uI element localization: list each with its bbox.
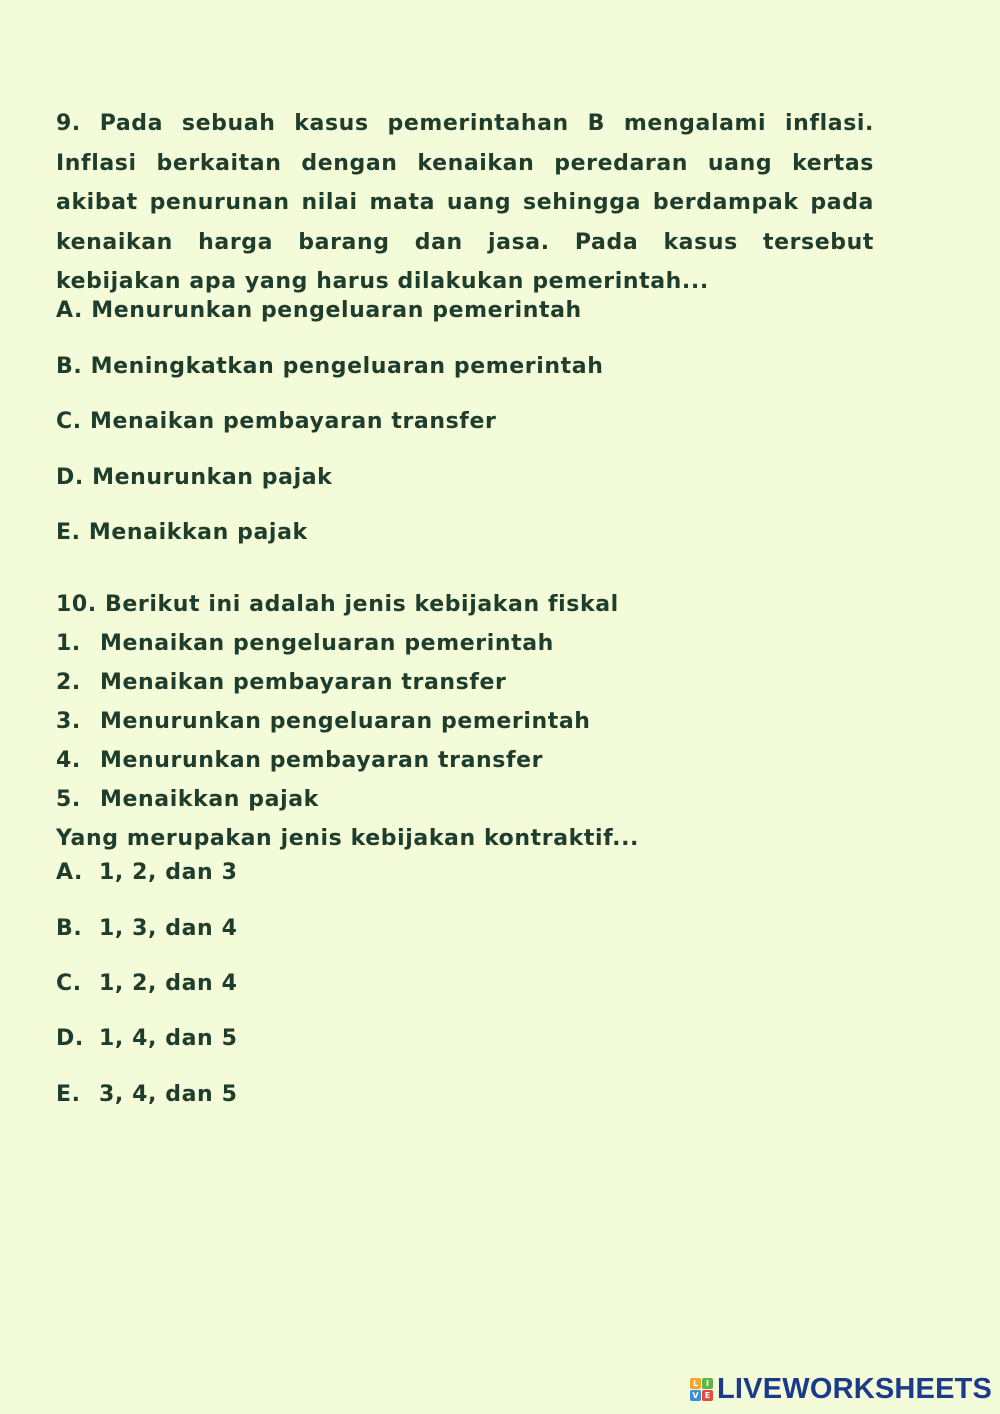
item-number: 5.	[56, 787, 81, 812]
logo-text: LIVEWORKSHEETS	[717, 1372, 993, 1405]
question-9-option-d[interactable]: D. Menurunkan pajak	[56, 465, 333, 490]
option-text: 1, 2, dan 4	[99, 971, 238, 996]
question-10-item	[56, 670, 506, 695]
question-10-item	[56, 787, 319, 812]
question-10-prompt: Yang merupakan jenis kebijakan kontraktif...	[56, 826, 639, 851]
option-letter: E.	[56, 1082, 81, 1107]
item-number: 4.	[56, 748, 81, 773]
question-10-option-e[interactable]	[56, 1082, 237, 1107]
item-number: 1.	[56, 631, 81, 656]
question-9-option-a[interactable]: A. Menurunkan pengeluaran pemerintah	[56, 298, 582, 323]
option-text: 1, 4, dan 5	[99, 1026, 238, 1051]
item-text: Menaikan pembayaran transfer	[100, 670, 507, 695]
option-letter: B.	[56, 916, 83, 941]
option-text: 3, 4, dan 5	[99, 1082, 238, 1107]
question-10-item	[56, 709, 591, 734]
item-number: 3.	[56, 709, 81, 734]
logo-mark-letter: L	[690, 1378, 701, 1389]
logo-mark-letter: E	[702, 1390, 713, 1401]
question-9-option-c[interactable]: C. Menaikan pembayaran transfer	[56, 409, 497, 434]
question-10-item	[56, 631, 554, 656]
liveworksheets-logo-icon	[690, 1378, 713, 1401]
question-10-option-d[interactable]	[56, 1026, 237, 1051]
question-9-option-b[interactable]: B. Meningkatkan pengeluaran pemerintah	[56, 354, 604, 379]
question-10-option-b[interactable]	[56, 916, 237, 941]
question-10-option-c[interactable]	[56, 971, 237, 996]
question-9-stem: 9. Pada sebuah kasus pemerintahan B mengalami inflasi. Inflasi berkaitan dengan kenaikan peredaran uang kertas akibat penurunan nilai mata uang sehingga berdampak pada kenaikan harga barang dan jasa. Pada kasus tersebut kebijakan apa yang harus dilakukan pemerintah...	[56, 111, 874, 294]
option-letter: C.	[56, 971, 82, 996]
item-text: Menaikan pengeluaran pemerintah	[100, 631, 554, 656]
item-text: Menurunkan pembayaran transfer	[100, 748, 544, 773]
question-9-option-e[interactable]: E. Menaikkan pajak	[56, 520, 308, 545]
item-text: Menurunkan pengeluaran pemerintah	[100, 709, 591, 734]
liveworksheets-logo[interactable]	[690, 1372, 992, 1406]
option-text: 1, 3, dan 4	[99, 916, 238, 941]
item-number: 2.	[56, 670, 81, 695]
question-10-option-a[interactable]	[56, 860, 237, 885]
logo-mark-letter: I	[702, 1378, 713, 1389]
question-10-item	[56, 748, 543, 773]
item-text: Menaikkan pajak	[100, 787, 319, 812]
question-10-stem: 10. Berikut ini adalah jenis kebijakan fiskal	[56, 592, 619, 617]
option-letter: D.	[56, 1026, 84, 1051]
option-text: 1, 2, dan 3	[99, 860, 238, 885]
option-letter: A.	[56, 860, 83, 885]
logo-mark-letter: V	[690, 1390, 701, 1401]
